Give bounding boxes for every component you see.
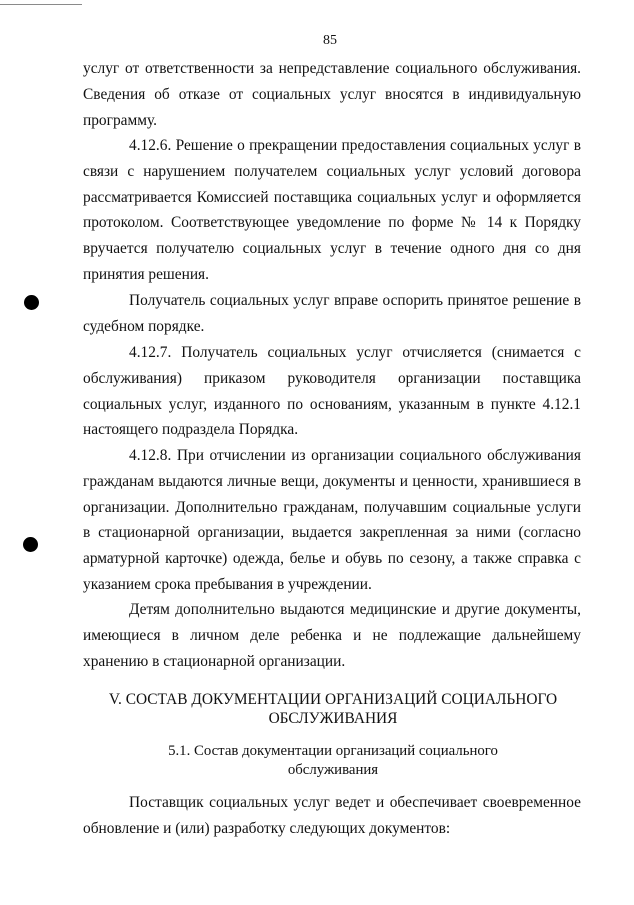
paragraph-text: Детям дополнительно выдаются медицинские и другие документы, имеющиеся в личном деле ребенка и не подлежащие дальнейшему хранению в стационарной организации. <box>83 601 581 670</box>
paragraph-text: Получатель социальных услуг вправе оспорить принятое решение в судебном порядке. <box>83 292 581 335</box>
subsection-heading-line: обслуживания <box>287 762 379 778</box>
paragraph-continuation <box>83 56 581 133</box>
section-heading <box>83 690 583 728</box>
paragraph-text: услуг от ответственности за непредставление социального обслуживания. Сведения об отказе от социальных услуг вносятся в индивидуальную программу. <box>83 60 581 129</box>
paragraph-4-12-6 <box>83 133 581 288</box>
page-number: 85 <box>323 33 337 48</box>
paragraph-text: 4.12.8. При отчислении из организации социального обслуживания гражданам выдаются личные вещи, документы и ценности, хранившиеся в организации. Дополнительно гражданам, получавшим социальные услуги в стационарной организации, выдается закрепленная за ними (согласно арматурной карточке) одежда, белье и обувь по сезону, а также справка с указанием срока пребывания в учреждении. <box>83 447 581 593</box>
binder-hole-mark <box>23 537 38 552</box>
paragraph-appeal <box>83 288 581 340</box>
section-heading-line: V. СОСТАВ ДОКУМЕНТАЦИИ ОРГАНИЗАЦИЙ СОЦИАЛЬНОГО <box>108 691 558 708</box>
section-heading-line: ОБСЛУЖИВАНИЯ <box>268 710 398 727</box>
paragraph-children-documents <box>83 597 581 674</box>
binder-hole-mark <box>24 295 39 310</box>
subsection-heading-line: 5.1. Состав документации организаций социального <box>168 743 498 759</box>
paragraph-text: 4.12.7. Получатель социальных услуг отчисляется (снимается с обслуживания) приказом руководителя организации поставщика социальных услуг, изданного по основаниям, указанным в пункте 4.12.1 настоящего подраздела Порядка. <box>83 344 581 439</box>
paragraph-provider-documents <box>83 790 581 842</box>
subsection-heading <box>83 742 583 780</box>
paragraph-4-12-7 <box>83 340 581 443</box>
scan-edge-rule <box>0 4 82 5</box>
paragraph-text: 4.12.6. Решение о прекращении предоставления социальных услуг в связи с нарушением получателем социальных услуг условий договора рассматривается Комиссией поставщика социальных услуг и оформляется протоколом. Соответствующее уведомление по форме № 14 к Порядку вручается получателю социальных услуг в течение одного дня со дня принятия решения. <box>83 137 581 283</box>
paragraph-text: Поставщик социальных услуг ведет и обеспечивает своевременное обновление и (или) разработку следующих документов: <box>83 794 581 837</box>
paragraph-4-12-8 <box>83 443 581 598</box>
